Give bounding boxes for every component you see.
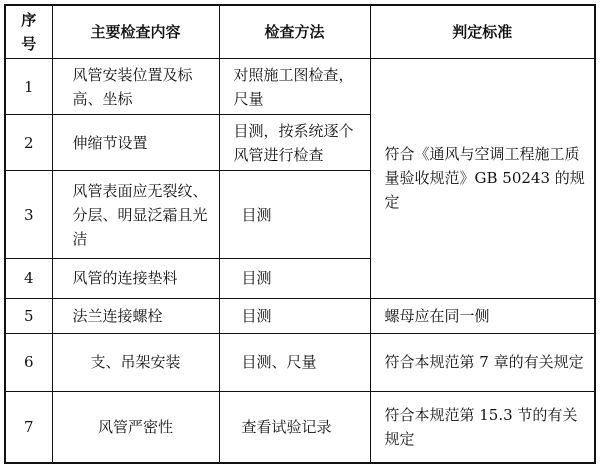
row-standard: 符合本规范第 15.3 节的有关规定 (370, 391, 595, 463)
row-method: 目测 (219, 259, 370, 298)
row-no: 6 (5, 333, 52, 391)
header-item: 主要检查内容 (52, 5, 219, 59)
row-no: 3 (5, 171, 52, 259)
row-item: 伸缩节设置 (52, 115, 219, 171)
row-method: 目测 (219, 171, 370, 259)
table-row (5, 391, 595, 463)
table-row (5, 59, 595, 115)
row-standard: 螺母应在同一侧 (370, 298, 595, 333)
inspection-table (4, 4, 596, 464)
row-standard-merged: 符合《通风与空调工程施工质量验收规范》GB 50243 的规定 (370, 59, 595, 299)
row-no: 1 (5, 59, 52, 115)
row-no: 2 (5, 115, 52, 171)
row-item: 风管安装位置及标高、坐标 (52, 59, 219, 115)
row-item: 风管严密性 (52, 391, 219, 463)
row-method: 目测，按系统逐个风管进行检查 (219, 115, 370, 171)
row-method: 目测、尺量 (219, 333, 370, 391)
header-no: 序号 (5, 5, 52, 59)
row-no: 4 (5, 259, 52, 298)
table-row (5, 333, 595, 391)
row-item: 支、吊架安装 (52, 333, 219, 391)
table-row (5, 298, 595, 333)
row-item: 法兰连接螺栓 (52, 298, 219, 333)
header-method: 检查方法 (219, 5, 370, 59)
row-method: 查看试验记录 (219, 391, 370, 463)
row-standard: 符合本规范第 7 章的有关规定 (370, 333, 595, 391)
row-item: 风管表面应无裂纹、分层、明显泛霜且光洁 (52, 171, 219, 259)
row-method: 目测 (219, 298, 370, 333)
row-no: 7 (5, 391, 52, 463)
inspection-table-document (4, 4, 594, 464)
header-standard: 判定标准 (370, 5, 595, 59)
row-no: 5 (5, 298, 52, 333)
table-header-row (5, 5, 595, 59)
row-method: 对照施工图检查，尺量 (219, 59, 370, 115)
row-item: 风管的连接垫料 (52, 259, 219, 298)
